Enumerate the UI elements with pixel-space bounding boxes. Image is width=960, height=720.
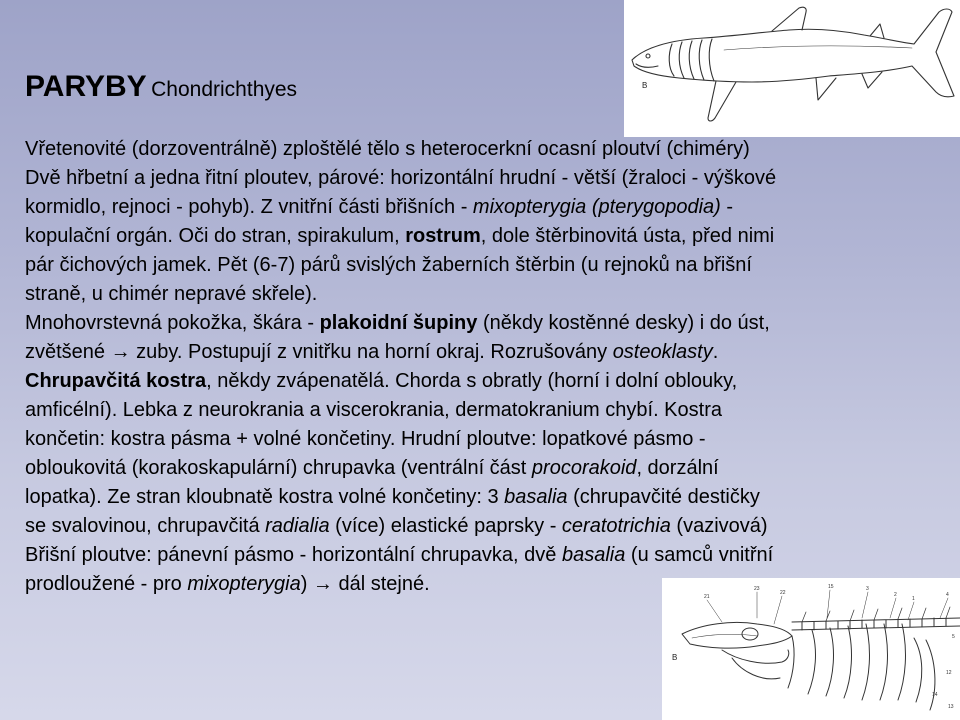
text-run: kormidlo, rejnoci - pohyb). Z vnitřní části břišních - [25,196,473,218]
figure-number: 21 [704,594,710,600]
term-italic: radialia [265,515,330,537]
text-run: - [720,196,734,218]
text-run: kopulační orgán. Oči do stran, spirakulum, [25,225,406,247]
text-run: , dole štěrbinovitá ústa, před nimi [480,225,775,247]
text-run: Dvě hřbetní a jedna řitní ploutev, párové: horizontální hrudní - větší (žraloci - výškové [25,167,777,189]
term-italic: mixopterygia [187,573,301,595]
text-run: (vazivová) [670,515,768,537]
slide-title [25,70,297,104]
figure-number: 1 [912,596,915,602]
text-run: . [712,341,719,363]
figure-number: 23 [754,586,760,592]
body-text [25,135,937,599]
shark-drawing [624,0,960,137]
figure-number: 5 [952,634,955,640]
text-line [25,454,937,483]
text-run: , někdy zvápenatělá. Chorda s obratly (horní i dolní oblouky, [206,370,738,392]
text-run: Břišní ploutve: pánevní pásmo - horizontální chrupavka, dvě [25,544,562,566]
figure-number: 15 [828,584,834,590]
text-run: končetin: kostra pásma + volné končetiny. Hrudní ploutve: lopatkové pásmo - [25,428,706,450]
term-italic: mixopterygia (pterygopodia) [472,196,721,218]
term-italic: basalia [561,544,626,566]
figure-number: 2 [894,592,897,598]
text-run: Vřetenovité (dorzoventrálně) zploštělé tělo s heterocerkní ocasní ploutví (chiméry) [25,138,750,160]
text-line [25,193,937,222]
figure-number: 3 [866,586,869,592]
text-run: (u samců vnitřní [625,544,774,566]
term-bold: Chrupavčitá kostra [25,370,207,392]
text-line [25,280,937,309]
skeleton-drawing [662,578,960,720]
text-line [25,367,937,396]
title-main: PARYBY [25,70,147,103]
term-italic: basalia [504,486,568,508]
text-run: Mnohovrstevná pokožka, škára - [25,312,320,334]
text-line [25,338,937,367]
title-subtitle: Chondrichthyes [151,78,298,101]
figure-number: 14 [932,692,938,698]
term-italic: osteoklasty [612,341,713,363]
text-line [25,512,937,541]
text-line [25,541,937,570]
text-run: straně, u chimér nepravé skřele). [25,283,318,305]
term-italic: ceratotrichia [561,515,671,537]
text-run: se svalovinou, chrupavčitá [25,515,266,537]
figure-number: 12 [946,670,952,676]
text-line [25,425,937,454]
text-line [25,251,937,280]
figure-number: 4 [946,592,949,598]
figure-number: 22 [780,590,786,596]
text-line [25,483,937,512]
text-run: (chrupavčité destičky [567,486,760,508]
text-line [25,222,937,251]
shark-illustration [624,0,960,137]
text-run: pár čichových jamek. Pět (6-7) párů svislých žaberních štěrbin (u rejnoků na břišní [25,254,752,276]
term-italic: procorakoid [531,457,637,479]
term-bold: rostrum [405,225,481,247]
text-line [25,309,937,338]
text-run: , dorzální [636,457,719,479]
text-line [25,396,937,425]
text-line [25,135,937,164]
text-run: (více) elastické paprsky - [329,515,562,537]
text-line [25,164,937,193]
text-run: prodloužené - pro [25,573,188,595]
text-run: (někdy kostěnné desky) i do úst, [477,312,770,334]
figure-number: 13 [948,704,954,710]
text-run: amficélní). Lebka z neurokrania a viscerokrania, dermatokranium chybí. Kostra [25,399,722,421]
text-run: zvětšené → zuby. Postupují z vnitřku na horní okraj. Rozrušovány [25,341,613,363]
text-run: ) → dál stejné. [300,573,430,595]
term-bold: plakoidní šupiny [319,312,478,334]
skeleton-figure-letter: B [672,653,678,662]
text-run: obloukovitá (korakoskapulární) chrupavka (ventrální část [25,457,532,479]
text-run: lopatka). Ze stran kloubnatě kostra volné končetiny: 3 [25,486,505,508]
skeleton-illustration [662,578,960,720]
shark-figure-letter: B [642,81,648,90]
